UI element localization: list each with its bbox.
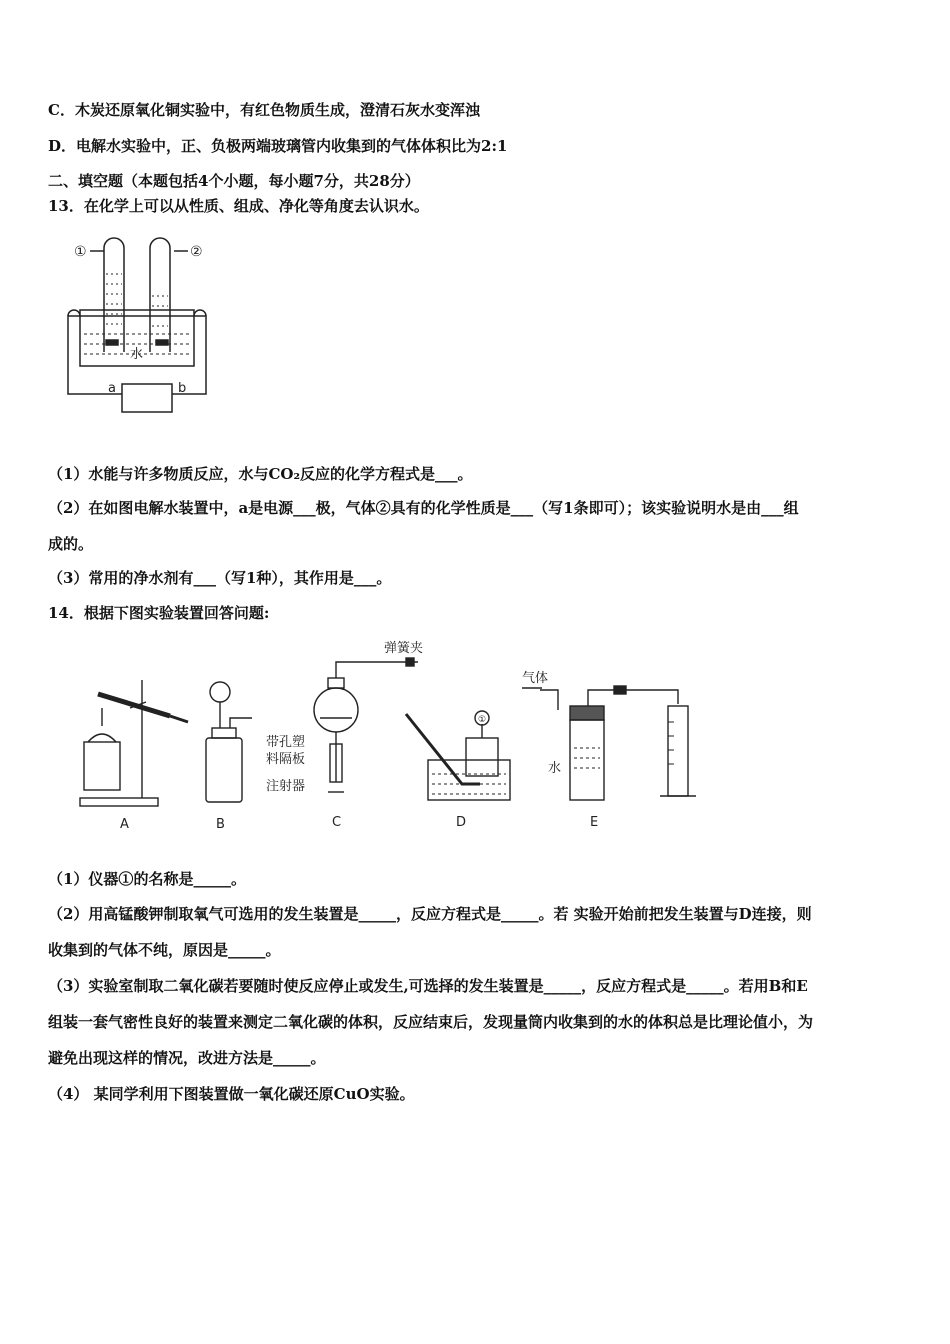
q13-part-1: （1）水能与许多物质反应，水与CO₂反应的化学方程式是___。 [48, 465, 473, 483]
q13-part-2: （2）在如图电解水装置中，a是电源___极，气体②具有的化学性质是___（写1条即可）；该实验说明水是由___组 [48, 499, 799, 517]
terminal-a-label: a [108, 381, 116, 396]
water-label: 水 [130, 347, 144, 362]
tube-2-label: ② [190, 244, 203, 260]
q14-part-2-cont: 收集到的气体不纯，原因是_____。 [48, 941, 281, 959]
option-c: C．木炭还原氧化铜实验中，有红色物质生成，澄清石灰水变浑浊 [48, 101, 480, 119]
syringe-label: 注射器 [266, 779, 306, 794]
question-14: 14．根据下图实验装置回答问题: [48, 604, 270, 622]
q14-part-3-cont-2: 避免出现这样的情况，改进方法是_____。 [48, 1049, 326, 1067]
label-a: A [120, 817, 129, 832]
label-e: E [590, 815, 599, 830]
terminal-b-label: b [178, 381, 187, 396]
label-b: B [216, 817, 225, 832]
electrolysis-figure [60, 234, 220, 419]
apparatus-b [206, 682, 252, 832]
apparatus-figure [70, 632, 720, 837]
q14-part-3-cont: 组装一套气密性良好的装置来测定二氧化碳的体积，反应结束后，发现量筒内收集到的水的体积总是比理论值小，为 [48, 1013, 814, 1031]
section-heading: 二、填空题（本题包括4个小题，每小题7分，共28分） [48, 172, 420, 190]
q13-part-3: （3）常用的净水剂有___（写1种），其作用是___。 [48, 569, 392, 587]
plate-label-1: 带孔塑 [266, 735, 306, 750]
label-d: D [456, 815, 467, 830]
tube-1-label: ① [74, 244, 87, 260]
gas-label: 气体 [522, 671, 549, 686]
q13-part-2-cont: 成的。 [48, 535, 94, 553]
marker-label: ① [478, 715, 487, 725]
water-label-e: 水 [548, 761, 562, 776]
apparatus-d [406, 711, 510, 830]
q14-part-1: （1）仪器①的名称是_____。 [48, 870, 246, 888]
plate-label-2: 料隔板 [266, 752, 306, 767]
question-13: 13．在化学上可以从性质、组成、净化等角度去认识水。 [48, 197, 429, 215]
label-c: C [332, 815, 342, 830]
apparatus-a [80, 680, 188, 832]
option-d: D．电解水实验中，正、负极两端玻璃管内收集到的气体体积比为2:1 [48, 137, 508, 155]
spring-clip-label: 弹簧夹 [384, 641, 424, 656]
apparatus-e [522, 670, 696, 830]
q14-part-2: （2）用高锰酸钾制取氧气可选用的发生装置是_____，反应方程式是_____。若 实验开始前把发生装置与D连接，则 [48, 905, 812, 923]
apparatus-c [266, 640, 423, 830]
q14-part-4: （4） 某同学利用下图装置做一氧化碳还原CuO实验。 [48, 1085, 415, 1103]
q14-part-3: （3）实验室制取二氧化碳若要随时使反应停止或发生,可选择的发生装置是_____，反应方程式是_____。若用B和E [48, 977, 808, 995]
